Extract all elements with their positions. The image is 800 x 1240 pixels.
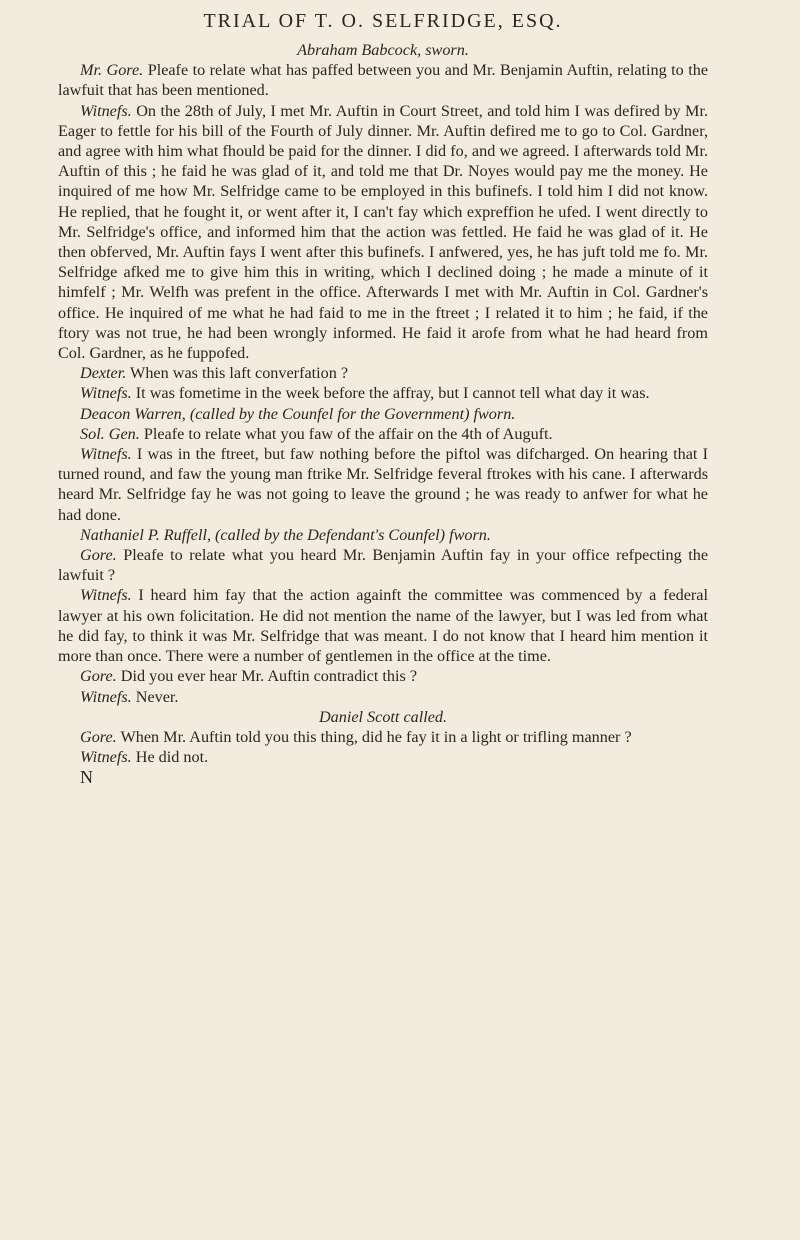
witness-heading-russell: Nathaniel P. Ruffell, (called by the Defendant's Counfel) fworn. <box>80 525 491 544</box>
paragraph-text: I was in the ftreet, but faw nothing before the piftol was difcharged. On hearing that I turned round, and faw the young man ftrike Mr. Selfridge feveral ftrokes with his cane. I afterwards heard Mr. Selfridge fay he was not going to leave the ground ; he was ready to anfwer for what he had done. <box>58 445 708 524</box>
speaker-label: Witnefs. <box>80 101 132 120</box>
paragraph-text: When was this laft converfation ? <box>126 364 349 383</box>
paragraph-text: On the 28th of July, I met Mr. Auftin in Court Street, and told him I was defired by Mr. Eager to fettle for his bill of the Fourth of July dinner. Mr. Auftin defired me to go to Col. Gardner, and agree with him what fhould be paid for the dinner. I did fo, and we agreed. I afterwards told Mr. Auftin of this ; he faid he was glad of it, and told me that Dr. Noyes would pay me the money. He inquired of me how Mr. Selfridge came to be employed in this bufinefs. I told him I did not know. He replied, that he fought it, or went after it, I can't fay which expreffion he ufed. I went directly to Mr. Selfridge's office, and informed him that the action was fettled. He faid he was glad of it. He then obferved, Mr. Auftin fays I went after this bufinefs. I anfwered, yes, he has juft told me fo. Mr. Selfridge afked me to give him this in writing, which I declined doing ; he made a minute of it himfelf ; Mr. Welfh was prefent in the office. Afterwards I met with Mr. Auftin in Col. Gardner's office. He inquired of me what he had faid to me in the ftreet ; I related it to him ; he faid, if the ftory was not true, he had been wrongly informed. He faid it arofe from what he had heard from Col. Gardner, as he fuppofed. <box>58 101 708 363</box>
paragraph-text: Pleafe to relate what you heard Mr. Benjamin Auftin fay in your office refpecting the lawfuit ? <box>58 546 708 585</box>
speaker-label: Sol. Gen. <box>80 424 140 443</box>
speaker-label: Witnefs. <box>80 687 132 706</box>
paragraph-text: Pleafe to relate what you faw of the affair on the 4th of Auguft. <box>139 424 553 443</box>
witness-heading-babcock: Abraham Babcock, sworn. <box>297 41 469 59</box>
paragraph-text: Pleafe to relate what has paffed between you and Mr. Benjamin Auftin, relating to the lawfuit that has been mentioned. <box>58 61 708 100</box>
testimony-paragraph <box>58 60 708 100</box>
witness-heading-warren: Deacon Warren, (called by the Counfel for the Government) fworn. <box>80 404 516 423</box>
testimony-paragraph <box>58 444 708 525</box>
testimony-paragraph <box>58 687 708 707</box>
testimony-block-2 <box>58 424 708 525</box>
testimony-block-3 <box>58 545 708 707</box>
testimony-paragraph <box>58 747 708 767</box>
testimony-paragraph <box>58 363 708 383</box>
speaker-label: Witnefs. <box>80 445 132 464</box>
testimony-paragraph <box>58 101 708 364</box>
testimony-block-1 <box>58 60 708 403</box>
paragraph-text: When Mr. Auftin told you this thing, did he fay it in a light or trifling manner ? <box>116 727 632 746</box>
paragraph-text: He did not. <box>131 748 209 767</box>
speaker-label: Mr. Gore. <box>80 61 144 80</box>
paragraph-text: Did you ever hear Mr. Auftin contradict this ? <box>116 667 418 686</box>
running-head: TRIAL OF T. O. SELFRIDGE, ESQ. <box>203 10 563 32</box>
speaker-label: Gore. <box>80 727 117 746</box>
witness-heading-scott: Daniel Scott called. <box>318 707 448 726</box>
speaker-label: Gore. <box>80 546 117 565</box>
speaker-label: Witnefs. <box>80 384 132 403</box>
testimony-paragraph <box>58 424 708 444</box>
testimony-paragraph <box>58 545 708 585</box>
testimony-block-4 <box>58 727 708 767</box>
testimony-paragraph <box>58 727 708 747</box>
speaker-label: Witnefs. <box>80 586 132 605</box>
testimony-paragraph <box>58 585 708 666</box>
speaker-label: Witnefs. <box>80 748 132 767</box>
speaker-label: Gore. <box>80 667 117 686</box>
signature-mark: N <box>80 767 93 788</box>
testimony-paragraph <box>58 666 708 686</box>
testimony-paragraph <box>58 383 708 403</box>
speaker-label: Dexter. <box>80 364 127 383</box>
paragraph-text: Never. <box>131 687 179 706</box>
paragraph-text: It was fometime in the week before the affray, but I cannot tell what day it was. <box>131 384 650 403</box>
paragraph-text: I heard him fay that the action againft the committee was commenced by a federal lawyer at his own folicitation. He did not mention the name of the lawyer, but I was led from what he did fay, to think it was Mr. Selfridge that was meant. I do not know that I heard him mention it more than once. There were a number of gentlemen in the office at the time. <box>58 586 708 666</box>
